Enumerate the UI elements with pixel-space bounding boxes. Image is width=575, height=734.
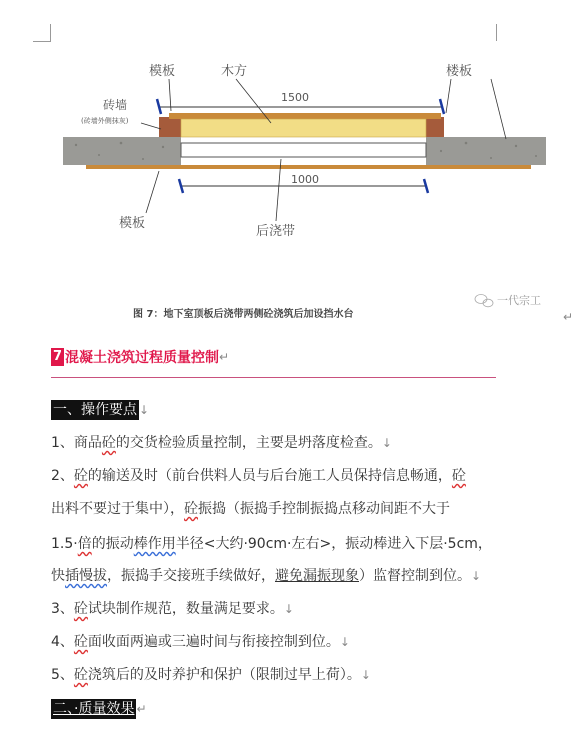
label-moban-bottom: 模板 <box>119 216 146 231</box>
list-item-3: 3、砼试块制作规范，数量满足要求。↓ <box>51 601 294 617</box>
subheading-operation-points <box>51 399 149 421</box>
heading-rule <box>51 377 496 378</box>
watermark-text: 一代宗工 <box>497 294 541 307</box>
section-heading <box>51 346 229 368</box>
paragraph-mark: ↵ <box>136 702 147 716</box>
list-item-5: 5、砼浇筑后的及时养护和保护（限制过早上荷）。↓ <box>51 667 371 683</box>
crop-mark-tl-h <box>33 41 50 42</box>
paragraph-mark: ↵ <box>563 310 574 324</box>
label-dim-top: 1500 <box>281 91 309 104</box>
label-zhuanqiang-note: (砖墙外侧抹灰) <box>81 117 129 125</box>
brick-wall-right <box>426 117 444 137</box>
label-zhuanqiang: 砖墙 <box>103 98 128 112</box>
label-houjiaodai: 后浇带 <box>256 224 296 239</box>
label-dim-bottom: 1000 <box>291 173 319 186</box>
bottom-formwork <box>86 165 531 169</box>
crop-mark-tr-v <box>496 24 497 42</box>
construction-diagram <box>51 41 549 327</box>
paragraph-mark: ↵ <box>219 350 230 364</box>
top-formwork <box>169 113 441 119</box>
list-item-2-line-3: 1.5·倍的振动棒作用半径<大约·90cm·左右>，振动棒进入下层·5cm， <box>51 536 492 552</box>
list-item-2-line-4: 快插慢拔，振捣手交接班手续做好，避免漏振现象）监督控制到位。↓ <box>51 568 482 584</box>
label-moban-top: 模板 <box>149 64 176 79</box>
concrete-slab-right <box>426 137 546 165</box>
section-number: 7 <box>53 349 63 364</box>
list-item-2: 2、砼的输送及时（前台供料人员与后台施工人员保持信息畅通，砼 <box>51 468 466 484</box>
label-mufang: 木方 <box>221 64 248 79</box>
figure-caption: 图 7：地下室顶板后浇带两侧砼浇筑后加设挡水台 <box>133 309 354 320</box>
section-title: 混凝土浇筑过程质量控制 <box>65 350 220 366</box>
line-break-mark: ↓ <box>139 403 150 417</box>
subheading-label: 一、操作要点 <box>53 402 137 418</box>
subheading-quality-effect <box>51 698 147 720</box>
brick-wall-left <box>159 117 181 137</box>
list-item-4: 4、砼面收面两遍或三遍时间与衔接控制到位。↓ <box>51 634 350 650</box>
subheading-label: 二、·质量效果 <box>53 701 135 717</box>
concrete-slab-left <box>63 137 181 165</box>
list-item-2-line-2: 出料不要过于集中），砼振捣（振捣手控制振捣点移动间距不大于 <box>51 501 450 517</box>
crop-mark-tl-v <box>50 24 51 42</box>
label-louban: 楼板 <box>446 64 473 79</box>
wechat-icon <box>475 295 493 307</box>
post-pour-strip <box>181 143 426 157</box>
list-item-1: 1、商品砼的交货检验质量控制，主要是坍落度检查。↓ <box>51 435 392 451</box>
wood-beam <box>181 119 426 137</box>
